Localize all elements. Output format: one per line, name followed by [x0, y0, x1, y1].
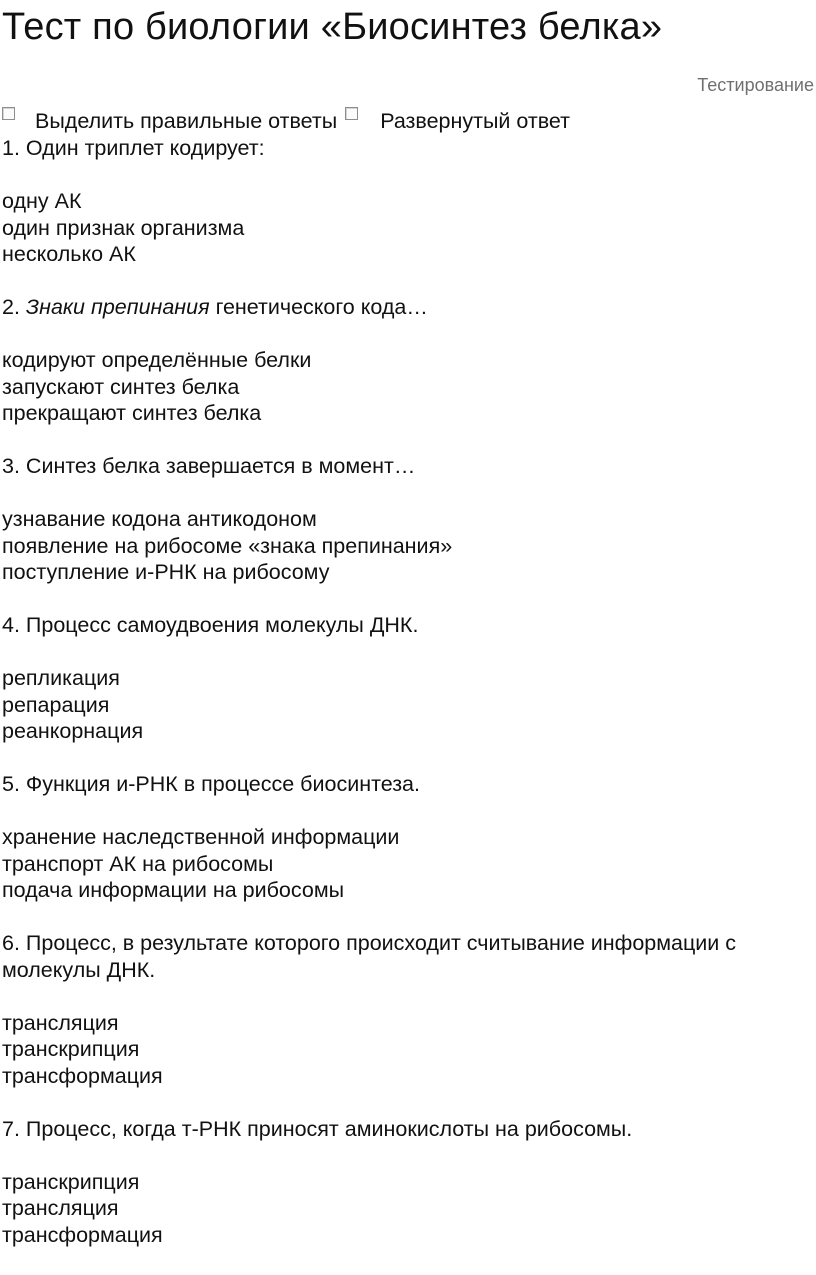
- detailed-answer-checkbox[interactable]: [345, 107, 358, 120]
- page-title: Тест по биологии «Биосинтез белка»: [2, 6, 663, 48]
- question-body: Процесс, когда т-РНК приносят аминокислоты на рибосомы.: [25, 1116, 633, 1141]
- question-1: [2, 135, 814, 268]
- answer-option[interactable]: хранение наследственной информации: [2, 825, 400, 849]
- options-row: [2, 104, 570, 138]
- question-text: [2, 294, 814, 321]
- answer-option[interactable]: реанкорнация: [2, 719, 144, 743]
- question-7: [2, 1116, 814, 1249]
- question-text: [2, 771, 814, 798]
- answer-option[interactable]: появление на рибосоме «знака препинания»: [2, 533, 453, 558]
- detailed-answer-label[interactable]: Развернутый ответ: [380, 108, 571, 133]
- question-text: [2, 135, 814, 162]
- question-text: [2, 612, 814, 639]
- question-2: [2, 294, 814, 427]
- question-emphasis: Знаки препинания: [25, 295, 210, 319]
- question-5: [2, 771, 814, 904]
- question-number: 2.: [2, 295, 20, 319]
- question-3: [2, 453, 814, 586]
- question-body: Синтез белка завершается в момент…: [25, 454, 416, 478]
- answer-option[interactable]: репарация: [2, 692, 110, 717]
- question-number: 5.: [2, 772, 20, 796]
- answer-option[interactable]: трансляция: [2, 1196, 119, 1220]
- answer-option[interactable]: узнавание кодона антикодоном: [2, 507, 317, 531]
- question-text: [2, 1116, 814, 1143]
- question-number: 7.: [2, 1116, 20, 1141]
- select-correct-checkbox[interactable]: [2, 107, 15, 120]
- answer-option[interactable]: трансформация: [2, 1063, 163, 1088]
- answer-option[interactable]: транскрипция: [2, 1037, 140, 1061]
- question-body: Процесс самоудвоения молекулы ДНК.: [25, 613, 419, 637]
- mode-label: Тестирование: [697, 75, 814, 95]
- question-text: [2, 930, 814, 983]
- question-text: [2, 453, 814, 480]
- question-body: Функция и-РНК в процессе биосинтеза.: [25, 772, 420, 796]
- answer-option[interactable]: одну АК: [2, 189, 82, 213]
- answer-option[interactable]: несколько АК: [2, 242, 136, 266]
- question-body: Процесс, в результате которого происходит считывание информации с молекулы ДНК.: [2, 931, 737, 982]
- answer-option[interactable]: трансляция: [2, 1010, 119, 1035]
- answer-option[interactable]: подача информации на рибосомы: [2, 878, 345, 902]
- answer-option[interactable]: транскрипция: [2, 1169, 140, 1194]
- question-number: 4.: [2, 613, 20, 637]
- answer-option[interactable]: один признак организма: [2, 215, 245, 240]
- answer-option[interactable]: репликация: [2, 666, 120, 690]
- answer-option[interactable]: трансформация: [2, 1222, 163, 1247]
- answer-option[interactable]: транспорт АК на рибосомы: [2, 851, 274, 876]
- question-number: 3.: [2, 454, 20, 478]
- answer-option[interactable]: кодируют определённые белки: [2, 348, 312, 372]
- question-4: [2, 612, 814, 745]
- question-number: 1.: [2, 136, 20, 160]
- question-6: [2, 930, 814, 1089]
- answer-option[interactable]: поступление и-РНК на рибосому: [2, 560, 330, 584]
- question-body: Один триплет кодирует:: [25, 136, 265, 160]
- answer-option[interactable]: прекращают синтез белка: [2, 401, 262, 425]
- answer-option[interactable]: запускают синтез белка: [2, 374, 240, 399]
- question-number: 6.: [2, 931, 20, 955]
- select-correct-label[interactable]: Выделить правильные ответы: [35, 108, 338, 133]
- question-list: [2, 135, 814, 1275]
- question-body: генетического кода…: [215, 295, 428, 319]
